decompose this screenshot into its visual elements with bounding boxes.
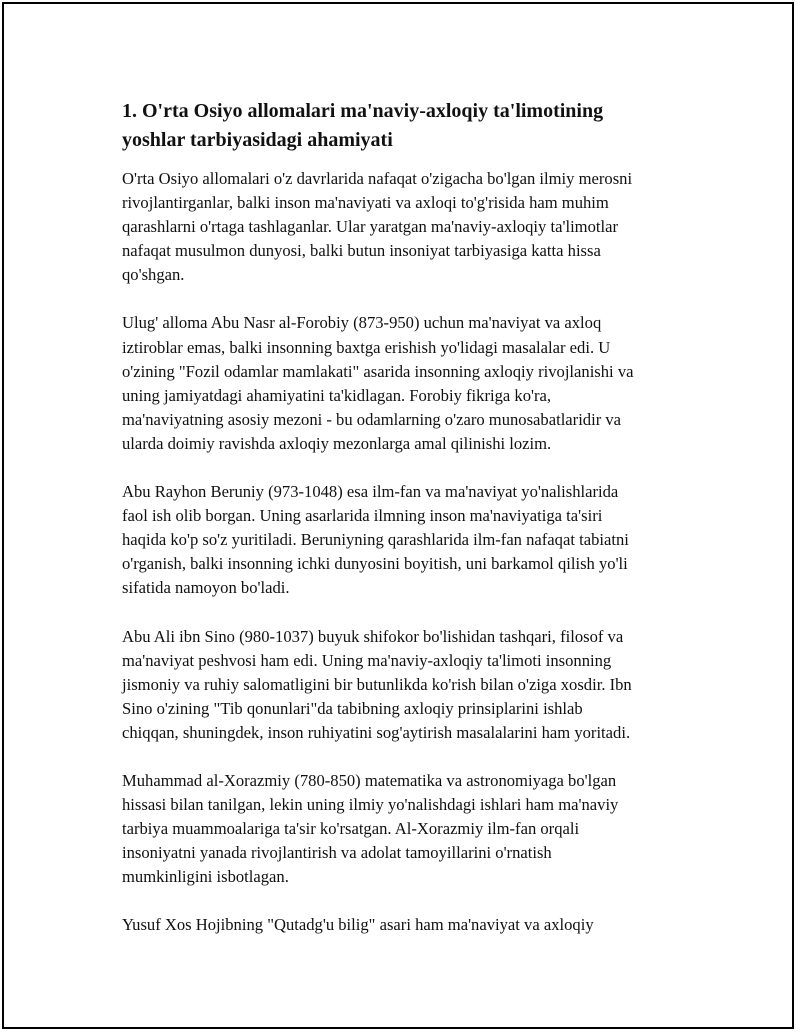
text-line: hissasi bilan tanilgan, lekin uning ilmiy yo'nalishdagi ishlari ham ma'naviy <box>122 795 619 815</box>
text-line: qarashlarni o'rtaga tashlaganlar. Ular yaratgan ma'naviy-axloqiy ta'limotlar <box>122 217 618 237</box>
text-line: chiqqan, shuningdek, inson ruhiyatini sog'aytirish masalalarini ham yoritadi. <box>122 722 631 742</box>
text-line: faol ish olib borgan. Uning asarlarida ilmning inson ma'naviyatiga ta'siri <box>122 506 603 526</box>
paragraph-list <box>122 167 702 938</box>
document-body <box>122 97 702 962</box>
paragraph <box>122 769 702 889</box>
text-line: haqida ko'p so'z yuritiladi. Beruniyning qarashlarida ilm-fan nafaqat tabiatni <box>122 530 629 550</box>
paragraph <box>122 311 702 456</box>
text-line: Abu Ali ibn Sino (980-1037) buyuk shifokor bo'lishidan tashqari, filosof va <box>122 626 624 646</box>
section-heading <box>122 97 702 155</box>
text-line: insoniyatni yanada rivojlantirish va adolat tamoyillarini o'rnatish <box>122 843 552 863</box>
text-line: iztiroblar emas, balki insonning baxtga erishish yo'lidagi masalalar edi. U <box>122 337 611 357</box>
text-line: ularda doimiy ravishda axloqiy mezonlarga amal qilinishi lozim. <box>122 433 552 453</box>
heading-line: yoshlar tarbiyasidagi ahamiyati <box>122 129 393 151</box>
paragraph <box>122 167 702 287</box>
text-line: Sino o'zining "Tib qonunlari"da tabibning axloqiy prinsiplarini ishlab <box>122 698 583 718</box>
text-line: O'rta Osiyo allomalari o'z davrlarida nafaqat o'zigacha bo'lgan ilmiy merosni <box>122 169 633 188</box>
text-line: nafaqat musulmon dunyosi, balki butun insoniyat tarbiyasiga katta hissa <box>122 241 601 261</box>
paragraph <box>122 913 702 937</box>
text-line: uning jamiyatdagi ahamiyatini ta'kidlagan. Forobiy fikriga ko'ra, <box>122 385 552 405</box>
text-line: ma'naviyat peshvosi ham edi. Uning ma'naviy-axloqiy ta'limoti insonning <box>122 650 612 670</box>
text-line: Muhammad al-Xorazmiy (780-850) matematika va astronomiyaga bo'lgan <box>122 770 617 790</box>
text-line: Abu Rayhon Beruniy (973-1048) esa ilm-fan va ma'naviyat yo'nalishlarida <box>122 482 619 502</box>
heading-line: 1. O'rta Osiyo allomalari ma'naviy-axloqiy ta'limotining <box>122 100 604 122</box>
page-frame <box>2 2 794 1029</box>
text-line: o'rganish, balki insonning ichki dunyosini boyitish, uni barkamol qilish yo'li <box>122 554 628 574</box>
text-line: sifatida namoyon bo'ladi. <box>122 578 290 598</box>
text-line: qo'shgan. <box>122 265 185 285</box>
text-line: Ulug' alloma Abu Nasr al-Forobiy (873-950) uchun ma'naviyat va axloq <box>122 313 602 333</box>
text-line: rivojlantirganlar, balki inson ma'naviyati va axloqi to'g'risida ham muhim <box>122 193 609 213</box>
text-line: tarbiya muammoalariga ta'sir ko'rsatgan. Al-Xorazmiy ilm-fan orqali <box>122 819 580 839</box>
text-line: ma'naviyatning asosiy mezoni - bu odamlarning o'zaro munosabatlaridir va <box>122 409 622 429</box>
paragraph <box>122 480 702 600</box>
text-line: o'zining "Fozil odamlar mamlakati" asarida insonning axloqiy rivojlanishi va <box>122 361 634 381</box>
text-line: jismoniy va ruhiy salomatligini bir butunlikda ko'rish bilan o'ziga xosdir. Ibn <box>122 674 632 694</box>
text-line: mumkinligini isbotlagan. <box>122 867 289 887</box>
text-line: Yusuf Xos Hojibning "Qutadg'u bilig" asari ham ma'naviyat va axloqiy <box>122 915 594 935</box>
paragraph <box>122 625 702 745</box>
